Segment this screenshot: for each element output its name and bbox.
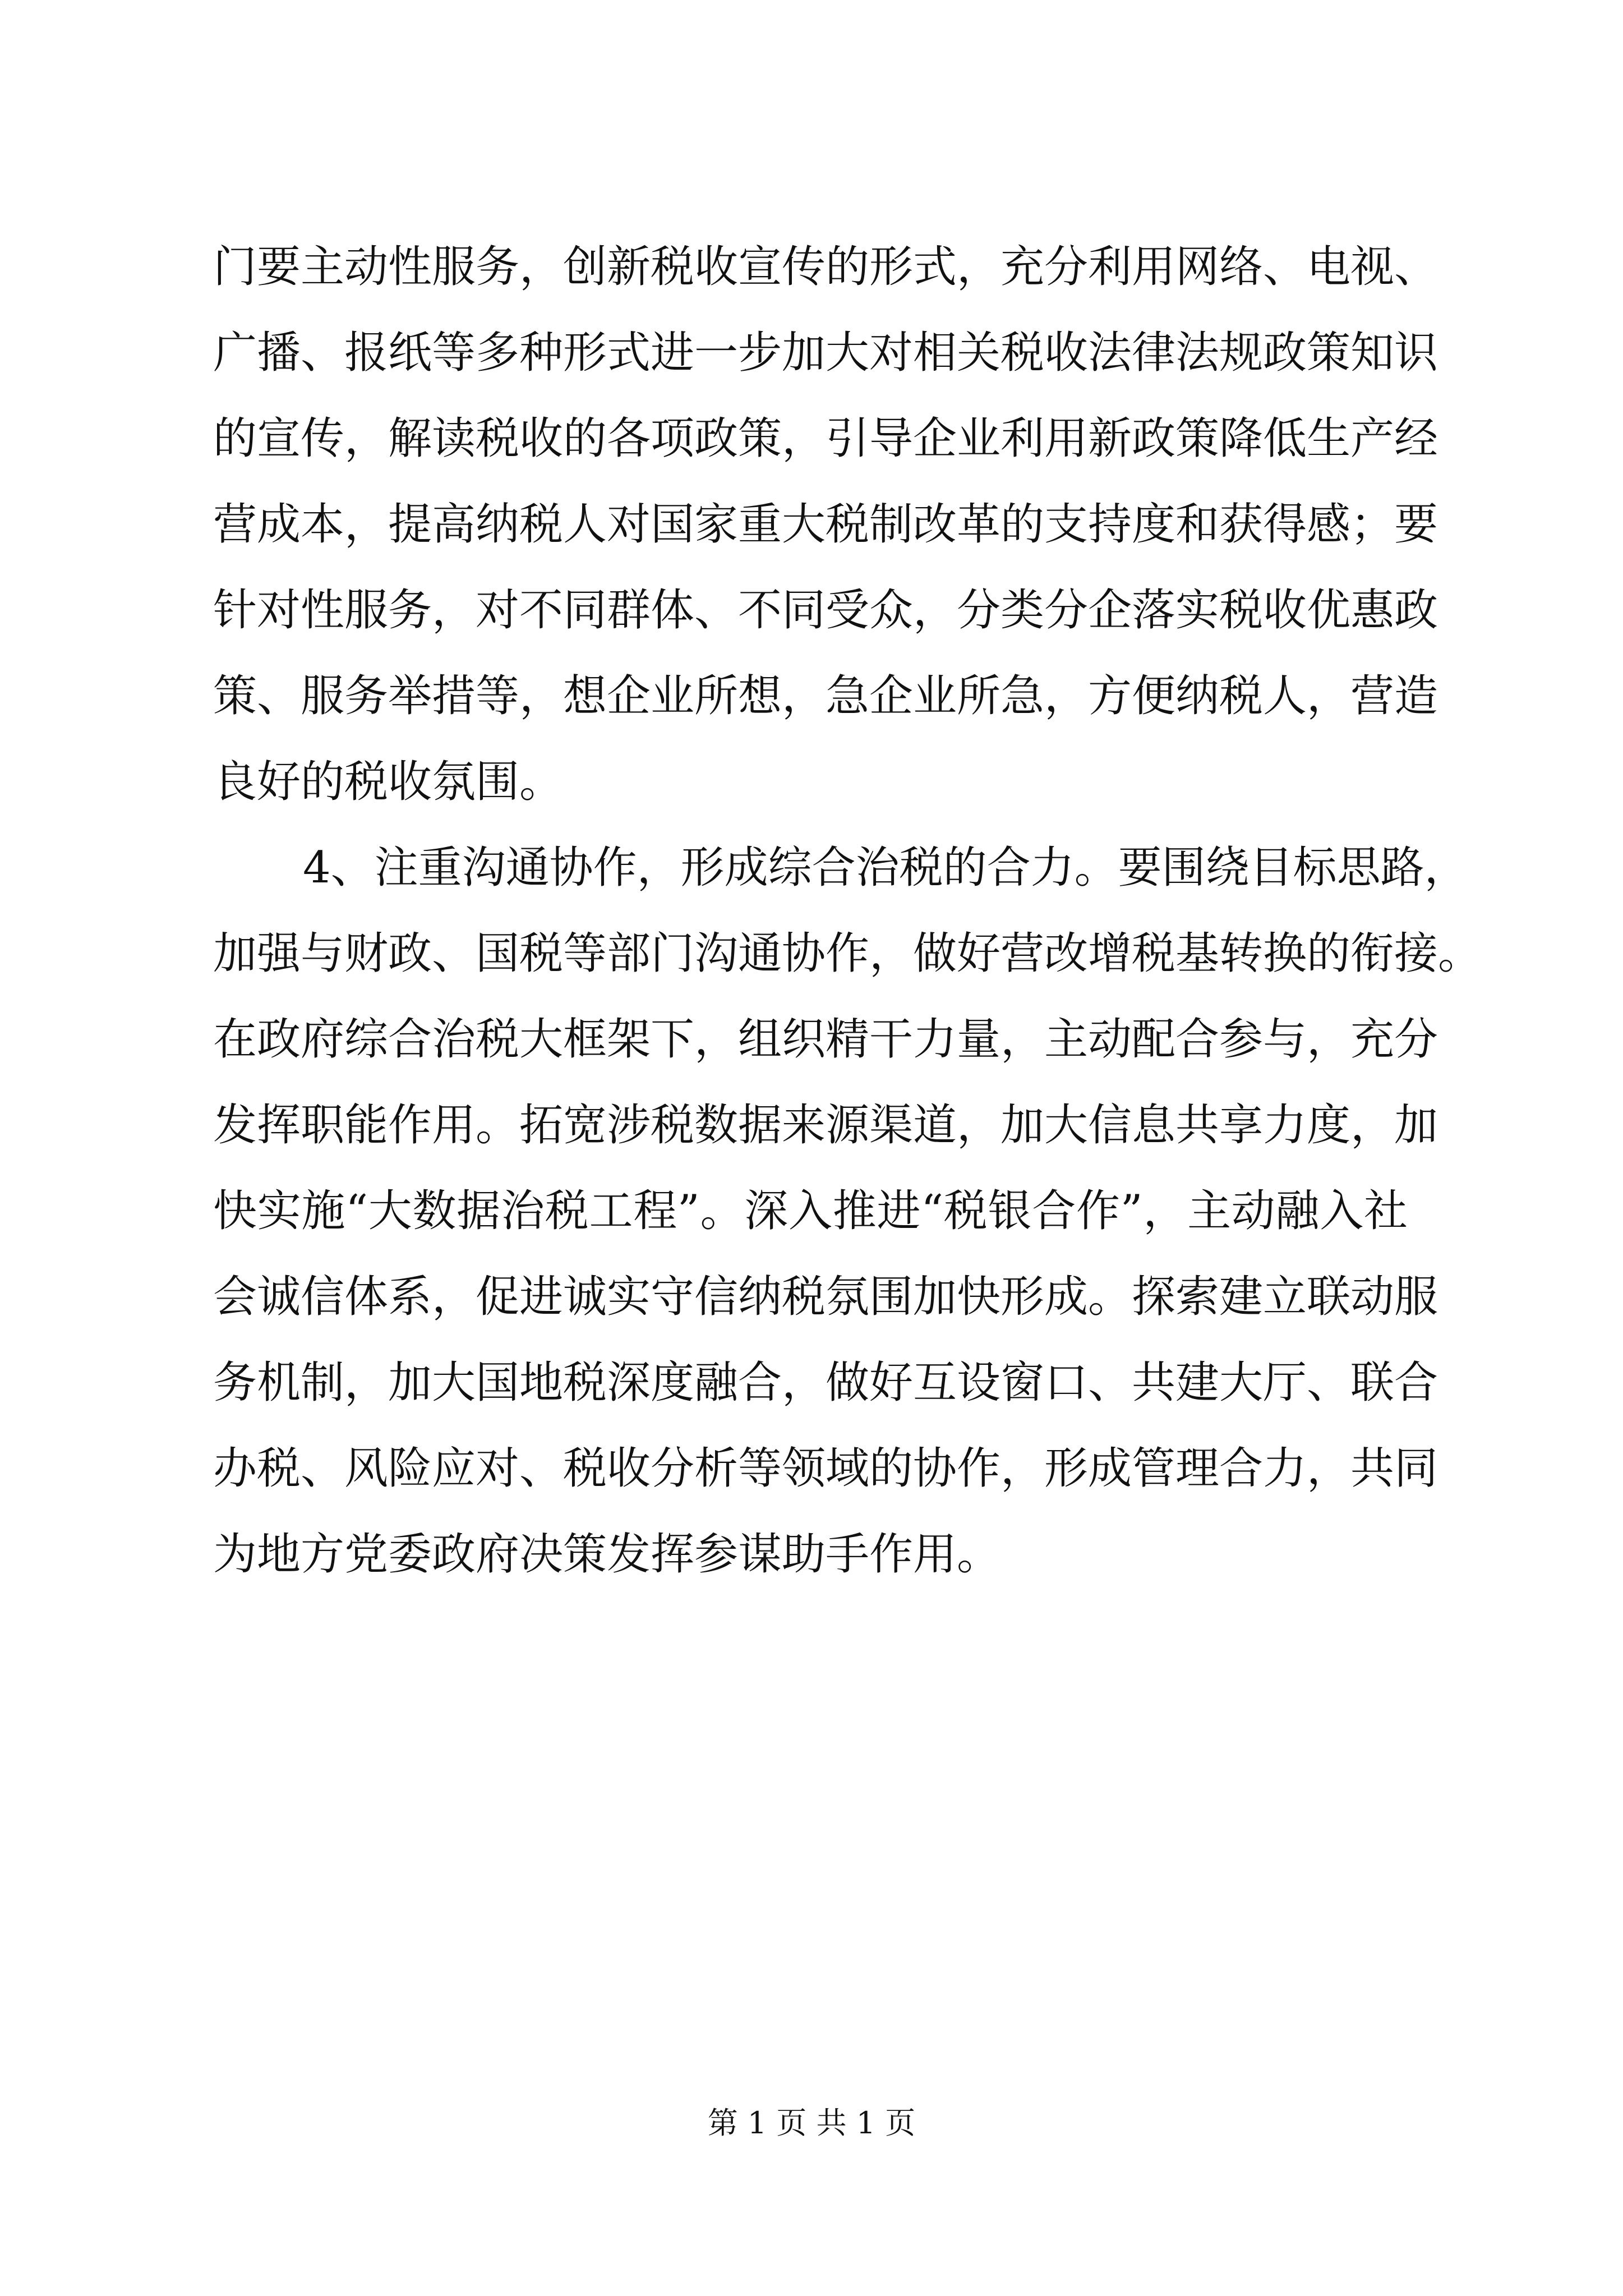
text-line: 会诚信体系，促进诚实守信纳税氛围加快形成。探索建立联动服 bbox=[213, 1272, 1438, 1322]
text-line: 针对性服务，对不同群体、不同受众，分类分企落实税收优惠政 bbox=[213, 585, 1438, 636]
text-line: 发挥职能作用。拓宽涉税数据来源渠道，加大信息共享力度，加 bbox=[213, 1100, 1438, 1151]
document-body bbox=[213, 224, 1482, 1598]
text-line: 策、服务举措等，想企业所想，急企业所急，方便纳税人，营造 bbox=[213, 671, 1438, 721]
text-line: 的宣传，解读税收的各项政策，引导企业利用新政策降低生产经 bbox=[213, 413, 1438, 464]
text-line: 门要主动性服务，创新税收宣传的形式，充分利用网络、电视、 bbox=[213, 242, 1438, 292]
text-line: 营成本，提高纳税人对国家重大税制改革的支持度和获得感；要 bbox=[213, 499, 1438, 550]
text-line: 广播、报纸等多种形式进一步加大对相关税收法律法规政策知识 bbox=[213, 328, 1438, 378]
text-line: 良好的税收氛围。 bbox=[213, 757, 564, 807]
text-line: 快实施“大数据治税工程”。深入推进“税银合作”，主动融入社 bbox=[213, 1186, 1408, 1236]
text-line: 为地方党委政府决策发挥参谋助手作用。 bbox=[213, 1529, 1001, 1580]
text-line: 在政府综合治税大框架下，组织精干力量，主动配合参与，充分 bbox=[213, 1014, 1438, 1065]
text-line: 办税、风险应对、税收分析等领域的协作，形成管理合力，共同 bbox=[213, 1443, 1438, 1494]
text-line: 务机制，加大国地税深度融合，做好互设窗口、共建大厅、联合 bbox=[213, 1358, 1438, 1408]
paragraph-heading-line: 4、注重沟通协作，形成综合治税的合力。要围绕目标思路， bbox=[303, 843, 1468, 893]
text-line: 加强与财政、国税等部门沟通协作，做好营改增税基转换的衔接。 bbox=[213, 928, 1482, 979]
page-number-footer: 第 1 页 共 1 页 bbox=[707, 2105, 916, 2141]
